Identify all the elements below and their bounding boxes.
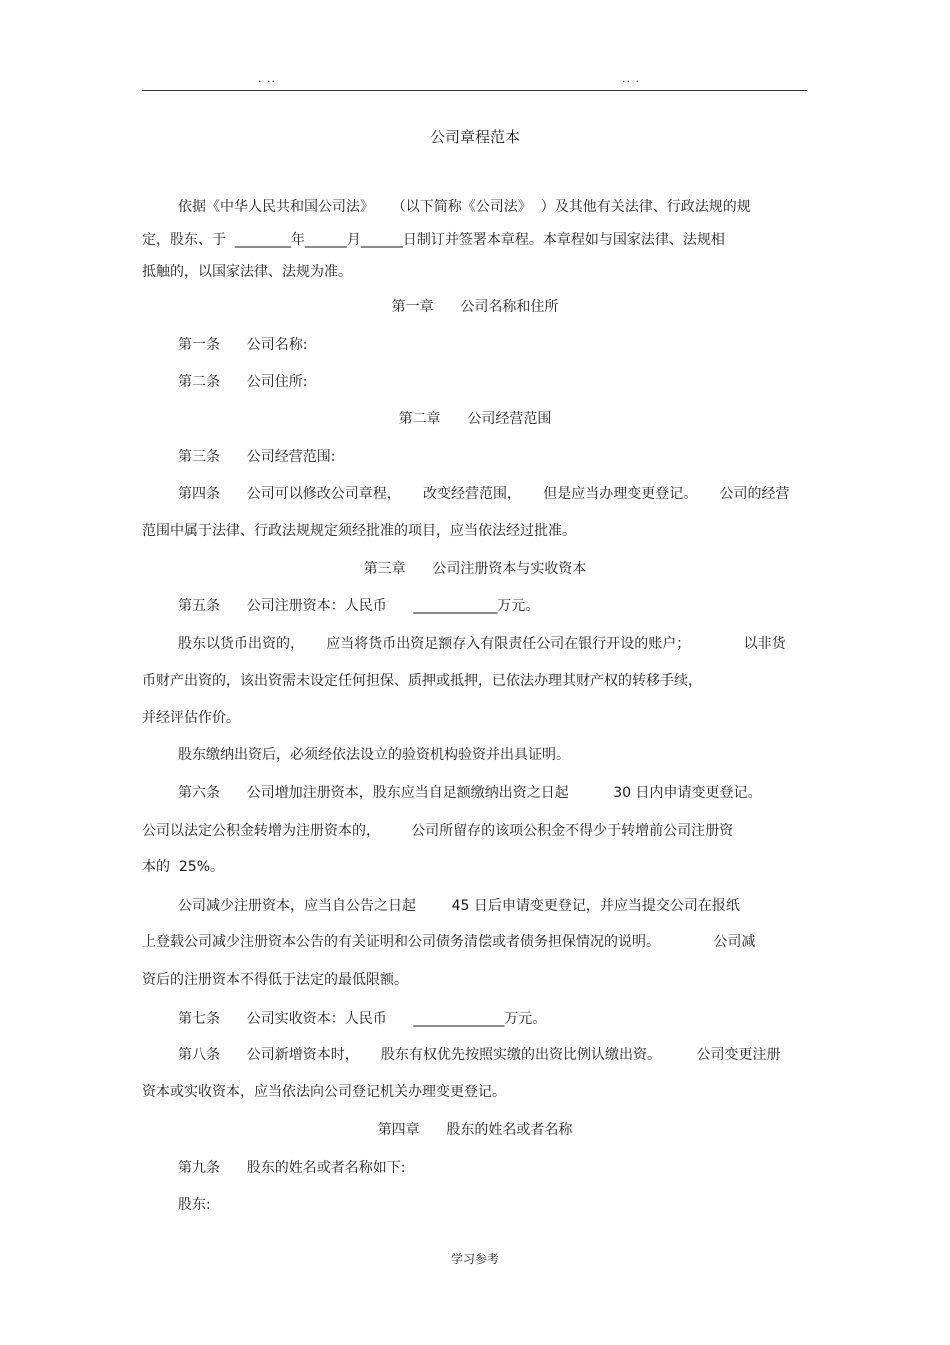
- text-line: 依据《中华人民共和国公司法》 （以下简称《公司法》 ）及其他有关法律、行政法规的规: [178, 199, 751, 215]
- text-line: 第九条 股东的姓名或者名称如下:: [178, 1160, 406, 1176]
- header-dots-left: . ..: [258, 72, 276, 85]
- text-line: 本的 25%。: [142, 859, 225, 875]
- header-rule: [142, 90, 807, 91]
- text-line: 公司减少注册资本，应当自公告之日起 45 日后申请变更登记，并应当提交公司在报纸: [178, 898, 740, 914]
- header-dots-right: .. .: [622, 72, 640, 85]
- text-line: 股东:: [178, 1197, 211, 1213]
- text-line: 第七条 公司实收资本：人民币 _____________万元。: [178, 1011, 547, 1027]
- text-line: 并经评估作价。: [142, 710, 240, 726]
- chapter-heading: 第三章 公司注册资本与实收资本: [363, 561, 587, 577]
- text-line: 资本或实收资本，应当依法向公司登记机关办理变更登记。: [142, 1084, 506, 1100]
- text-line: 第一条 公司名称:: [178, 337, 308, 353]
- chapter-heading: 第一章 公司名称和住所: [391, 299, 559, 315]
- text-line: 定，股东、于 ________年______月______日制订并签署本章程。本章程如与国家法律、法规相: [142, 232, 725, 248]
- text-line: 股东缴纳出资后，必须经依法设立的验资机构验资并出具证明。: [178, 747, 570, 763]
- document-title: 公司章程范本: [429, 128, 520, 146]
- text-line: 抵触的，以国家法律、法规为准。: [142, 264, 352, 280]
- text-line: 币财产出资的，该出资需未设定任何担保、质押或抵押，已依法办理其财产权的转移手续，: [142, 673, 702, 689]
- text-line: 公司以法定公积金转增为注册资本的， 公司所留存的该项公积金不得少于转增前公司注册资: [142, 823, 734, 839]
- text-line: 第三条 公司经营范围:: [178, 449, 336, 465]
- text-line: 第二条 公司住所:: [178, 374, 308, 390]
- text-line: 股东以货币出资的， 应当将货币出资足额存入有限责任公司在银行开设的账户； 以非货: [178, 636, 786, 652]
- text-line: 第六条 公司增加注册资本，股东应当自足额缴纳出资之日起 30 日内申请变更登记。: [178, 785, 762, 801]
- text-line: 第四条 公司可以修改公司章程， 改变经营范围， 但是应当办理变更登记。 公司的经营: [178, 486, 790, 502]
- chapter-heading: 第四章 股东的姓名或者名称: [377, 1122, 573, 1138]
- chapter-heading: 第二章 公司经营范围: [398, 411, 552, 427]
- text-line: 资后的注册资本不得低于法定的最低限额。: [142, 972, 408, 988]
- text-line: 第五条 公司注册资本：人民币 ____________万元。: [178, 598, 540, 614]
- text-line: 范围中属于法律、行政法规规定须经批准的项目，应当依法经过批准。: [142, 523, 576, 539]
- text-line: 第八条 公司新增资本时， 股东有权优先按照实缴的出资比例认缴出资。 公司变更注册: [178, 1047, 781, 1063]
- page-footer: 学习参考: [450, 1252, 499, 1266]
- text-line: 上登载公司减少注册资本公告的有关证明和公司债务清偿或者债务担保情况的说明。 公司减: [142, 934, 756, 950]
